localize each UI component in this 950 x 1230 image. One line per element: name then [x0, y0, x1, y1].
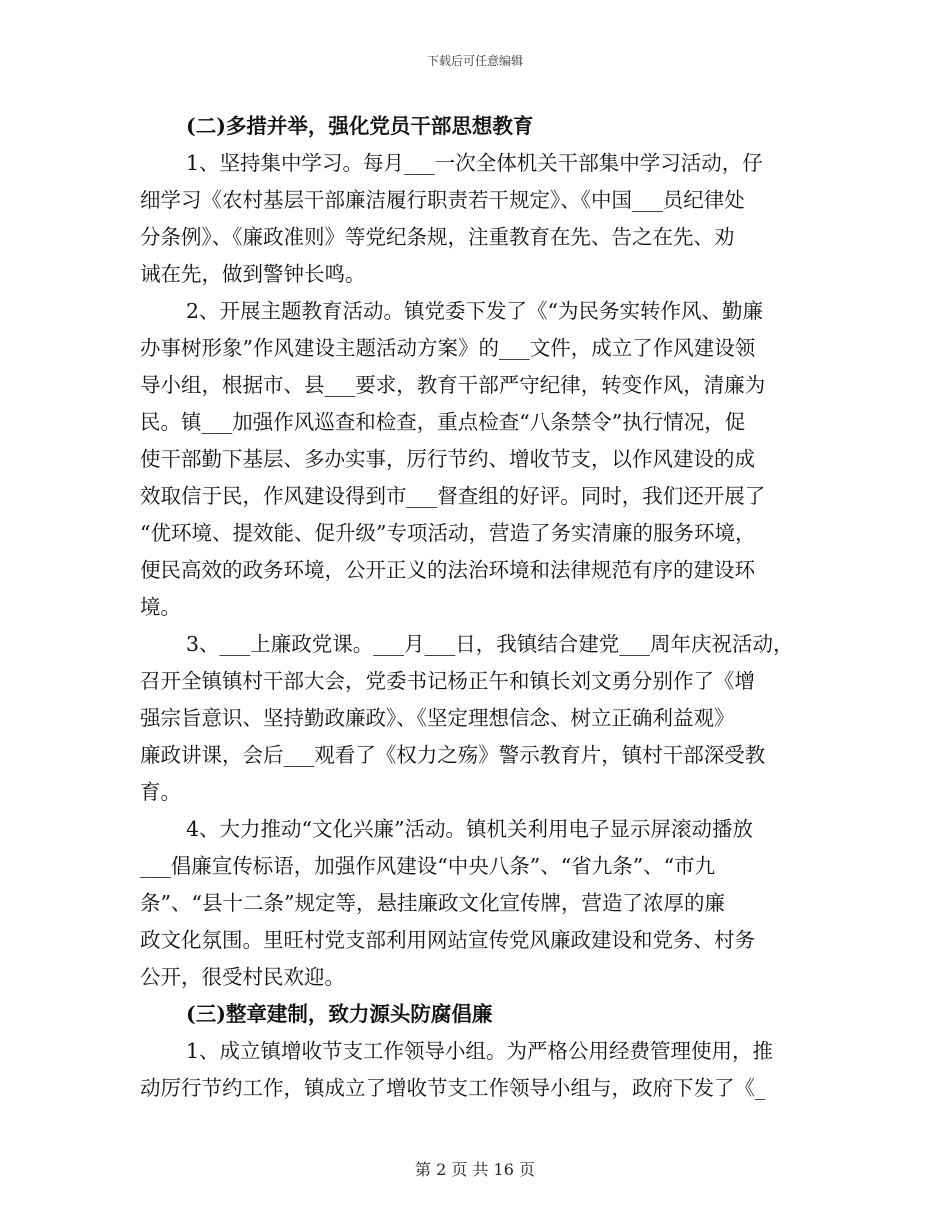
paragraph: [140, 293, 820, 626]
page-header: 下载后可任意编辑: [426, 54, 523, 68]
paragraph-line: 效取信于民，作风建设得到市___督查组的好评。同时，我们还开展了: [140, 484, 766, 508]
paragraph-line: 1、成立镇增收节支工作领导小组。为严格公用经费管理使用，推: [186, 1039, 774, 1063]
page-footer: 第 2 页 共 16 页: [415, 1160, 535, 1179]
paragraph-line: 3、___上廉政党课。___月___日，我镇结合建党___周年庆祝活动，: [186, 632, 794, 656]
paragraph: [140, 811, 820, 996]
paragraph-line: 强宗旨意识、坚持勤政廉政》、《坚定理想信念、树立正确利益观》: [140, 706, 735, 730]
paragraph-line: 条”、“县十二条”规定等，悬挂廉政文化宣传牌，营造了浓厚的廉: [140, 891, 725, 915]
paragraph-line: 分条例》、《廉政准则》等党纪条规，注重教育在先、告之在先、劝: [140, 225, 735, 249]
section-heading: [140, 108, 820, 145]
paragraph-line: 办事树形象”作风建设主题活动方案》的___文件，成立了作风建设领: [140, 336, 756, 360]
paragraph-line: 廉政讲课，会后___观看了《权力之殇》警示教育片，镇村干部深受教: [140, 743, 766, 767]
paragraph-line: ___倡廉宣传标语，加强作风建设“中央八条”、“省九条”、“市九: [140, 854, 716, 878]
paragraph: [140, 1033, 820, 1107]
paragraph-line: 动厉行节约工作，镇成立了增收节支工作领导小组与，政府下发了《_: [140, 1076, 766, 1100]
paragraph-line: 境。: [140, 595, 181, 619]
heading-text: (二)多措并举，强化党员干部思想教育: [186, 114, 534, 138]
paragraph-line: 使干部勤下基层、多办实事，厉行节约、增收节支，以作风建设的成: [140, 447, 755, 471]
paragraph-line: 育。: [140, 780, 181, 804]
paragraph-line: 便民高效的政务环境，公开正义的法治环境和法律规范有序的建设环: [140, 558, 755, 582]
paragraph-line: “优环境、提效能、促升级”专项活动，营造了务实清廉的服务环境，: [140, 521, 756, 545]
paragraph-line: 政文化氛围。里旺村党支部利用网站宣传党风廉政建设和党务、村务: [140, 928, 755, 952]
paragraph-line: 导小组，根据市、县___要求，教育干部严守纪律，转变作风，清廉为: [140, 373, 766, 397]
paragraph-line: 公开，很受村民欢迎。: [140, 965, 345, 989]
paragraph-line: 4、大力推动“文化兴廉”活动。镇机关利用电子显示屏滚动播放: [186, 817, 754, 841]
paragraph: [140, 145, 820, 293]
paragraph-line: 2、开展主题教育活动。镇党委下发了《“为民务实转作风、勤廉: [186, 299, 764, 323]
paragraph-line: 细学习《农村基层干部廉洁履行职责若干规定》、《中国___员纪律处: [140, 188, 745, 212]
heading-text: (三)整章建制，致力源头防腐倡廉: [186, 1002, 493, 1026]
document-body: [140, 108, 820, 1107]
paragraph-line: 诫在先，做到警钟长鸣。: [140, 262, 366, 286]
section-heading: [140, 996, 820, 1033]
paragraph-line: 召开全镇镇村干部大会，党委书记杨正午和镇长刘文勇分别作了《增: [140, 669, 755, 693]
paragraph-line: 民。镇___加强作风巡查和检查，重点检查“八条禁令”执行情况，促: [140, 410, 746, 434]
paragraph: [140, 626, 820, 811]
paragraph-line: 1、坚持集中学习。每月___一次全体机关干部集中学习活动，仔: [186, 151, 763, 175]
